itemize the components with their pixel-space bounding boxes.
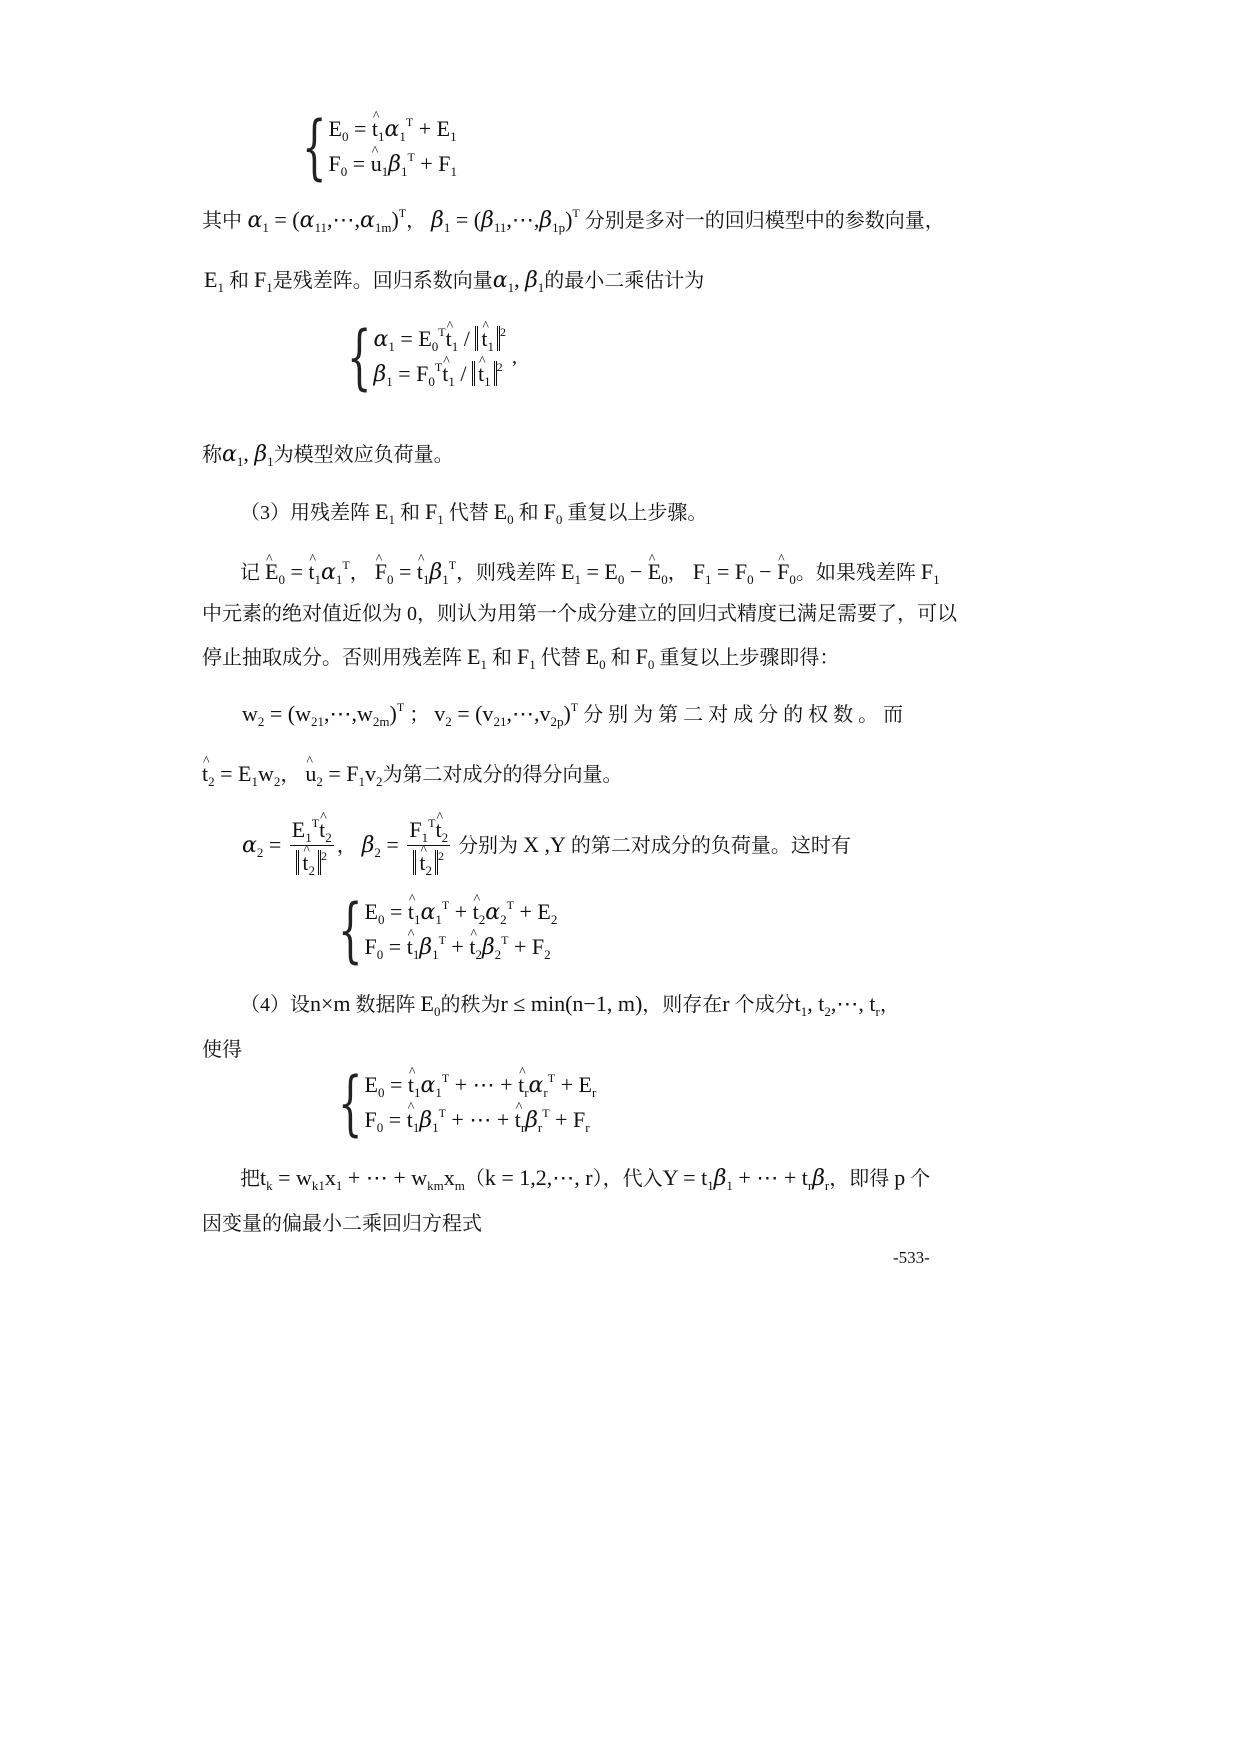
paragraph-load-2: $\alpha_2$ = $E_1^T\^{}$ $t_2$ ^ $t_2^2$ ， $\beta_2$ = $F_1^T\^{}$ $t_2$ ^ $t_2^2$ 分别为 X ,Y 的第二对成分的负荷量。这时有 (242, 810, 851, 881)
paragraph-alpha-beta-def: 其中 $\alpha_1$ = $(\alpha_{11},\cdots,\alpha_{1m})^T$， $\beta_1$ = $(\beta_{11},\cdots,\beta_{1p})^T$ 分别是多对一的回归模型中的参数向量， (202, 206, 945, 235)
paragraph-line-6: 中元素的绝对值近似为 0，则认为用第一个成分建立的回归式精度已满足需要了，可以 (202, 603, 957, 625)
equation-system-3 (318, 889, 558, 971)
paragraph-step-4: （4）设n×m 数据阵 $E_0$的秩为r ≤ min(n−1, m)，则存在r 个成分$t_1$, $t_2,\cdots$, $t_r$， (240, 991, 900, 1019)
equation-system-4 (318, 1062, 597, 1144)
left-brace: { (302, 106, 327, 188)
paragraph-load: 称$\alpha_1$, $\beta_1$为模型效应负荷量。 (202, 441, 454, 469)
left-brace: { (338, 1062, 363, 1144)
paragraph-note: 记 ^ $E_0$ = ^ $t_1\alpha_1^T$， ^ $F_0$ = ^ $t_1\beta_1^T$，则残差阵 $E_1 = E_0$ − ^ $E_0$， $F_1 = F_0$ − ^ $F_0$。如果残差阵 $F_1$ (240, 558, 940, 587)
paragraph-step-3: （3）用残差阵 $E_1$ 和 $F_1$ 代替 $E_0$ 和 $F_0$ 重复以上步骤。 (240, 499, 708, 527)
left-brace: { (347, 316, 372, 398)
paragraph-shide: 使得 (202, 1039, 242, 1061)
paragraph-scores: ^ $t_2 = E_1w_2$， ^ $u_2 = F_1v_2$为第二对成分的得分向量。 (202, 760, 623, 789)
paragraph-line-7: 停止抽取成分。否则用残差阵 $E_1$ 和 $F_1$ 代替 $E_0$ 和 $F_0$ 重复以上步骤即得： (202, 644, 840, 672)
paragraph-final: 因变量的偏最小二乘回归方程式 (202, 1213, 482, 1235)
left-brace: { (338, 889, 363, 971)
paragraph-weights: $w_2$ = $(w_{21},\cdots,w_{2m})^T$ ； $v_2$ = $(v_{21},\cdots,v_{2p})^T$ 分 别 为 第 二 对 成 分 的 权 数 。 而 (242, 700, 904, 729)
equation-F0: $F_0$ = ^ $u_1\beta_1^T + F_1$ (329, 147, 457, 182)
equation-E0-2: $E_0$ = ^ $t_1\alpha_1^T$ + ^ $t_2\alpha_2^T + E_2$ (365, 895, 558, 930)
equation-alpha1: $\alpha_1$ = $E_0^T\^{}$ $t_1$ / ^ $t_1^2$ (374, 322, 506, 357)
paragraph-substitute: 把$t_k = w_{k1}x_1$ + ⋯ + $w_{km}x_m(k$ = 1,2,⋯, r），代入$Y = t_1\beta_1$ + ⋯ + $t_r\beta_r$，即得 p 个 (240, 1165, 931, 1193)
equation-beta1: $\beta_1$ = $F_0^T\^{}$ $t_1$ / ^ $t_1^2$ (374, 357, 506, 392)
equation-F0-2: $F_0$ = ^ $t_1\beta_1^T$ + ^ $t_2\beta_2^T + F_2$ (365, 930, 558, 965)
equation-E0: $E_0$ = ^ $t_1\alpha_1^T + E_1$ (329, 112, 457, 147)
paragraph-residual: $E_1$ 和 $F_1$是残差阵。回归系数向量$\alpha_1$, $\beta_1$的最小二乘估计为 (204, 267, 705, 295)
page-number: -533- (893, 1248, 930, 1267)
equation-system-2: { $\alpha_1$ = $E_0^T\^{}$ $t_1$ / ^ $t_1^2$ $\beta_1$ = $F_0^T\^{}$ $t_1$ / ^ $t_1^2$ , (327, 322, 517, 392)
equation-E0-r: $E_0$ = ^ $t_1\alpha_1^T$ + ⋯ + ^ $t_r\alpha_r^T + E_r$ (365, 1068, 597, 1103)
equation-F0-r: $F_0$ = ^ $t_1\beta_1^T$ + ⋯ + ^ $t_r\beta_r^T + F_r$ (365, 1103, 597, 1138)
equation-system-1 (282, 106, 457, 188)
